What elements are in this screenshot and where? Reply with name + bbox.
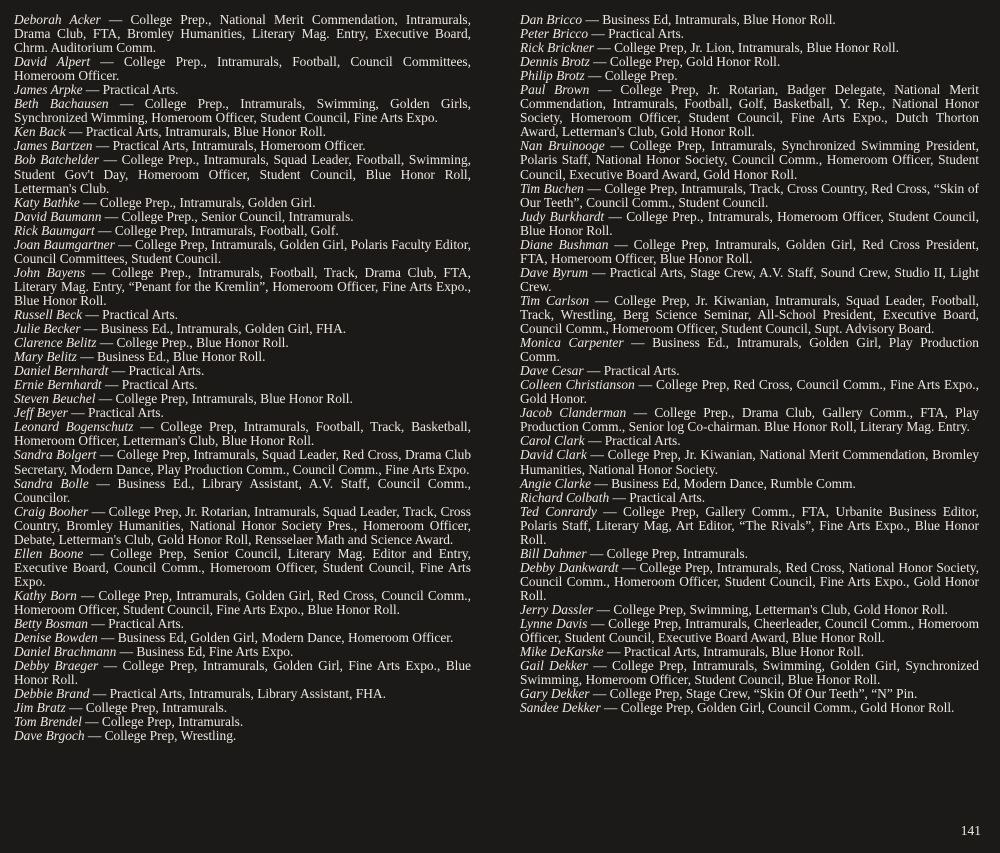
dash-separator: —: [96, 447, 117, 463]
dash-separator: —: [92, 138, 113, 154]
senior-name: Leonard Bogenschutz: [14, 419, 134, 435]
senior-entry: [14, 238, 471, 266]
dash-separator: —: [82, 82, 103, 98]
senior-name: Rick Baumgart: [14, 222, 95, 238]
senior-name: Jacob Clanderman: [520, 405, 627, 421]
left-column: [14, 13, 471, 743]
senior-name: Peter Bricco: [520, 26, 589, 42]
senior-name: Gail Dekker: [520, 658, 588, 674]
senior-activities: Practical Arts, Stage Crew, A.V. Staff, Sound Crew, Studio II, Light Crew.: [520, 264, 979, 294]
senior-activities: College Prep, Jr. Rotarian, Badger Delegate, National Merit Commendation, Intramurals, Football, Golf, Basketball, Y. Rep., National Honor Society, Homeroom Officer, Student Council, Fine Arts Expo., Dutch Thorton Award, Letterman's Club, Gold Honor Roll.: [520, 82, 979, 140]
senior-name: Nan Bruinooge: [520, 138, 605, 154]
senior-activities: College Prep, Jr. Kiwanian, Intramurals, Squad Leader, Football, Track, Wrestling, Berg Science Seminar, All-School President, Executive Board, Council Comm., Homeroom Officer, Student Council, Supt. Advisory Board.: [520, 292, 980, 337]
senior-activities: College Prep, Jr. Rotarian, Intramurals, Squad Leader, Track, Cross Country, Bromley Humanities, National Honor Society Pres., Homeroom Officer, Debate, Letterman's Club, Gold Honor Roll, Rensselaer Math and Science Award.: [14, 503, 471, 547]
senior-activities: College Prep, Jr. Kiwanian, National Merit Commendation, Bromley Humanities, National Honor Society.: [520, 447, 980, 477]
senior-name: Diane Bushman: [520, 236, 609, 252]
dash-separator: —: [114, 236, 135, 252]
senior-entry: [14, 659, 471, 687]
senior-activities: Business Ed., Intramurals, Golden Girl, Play Production Comm.: [520, 335, 979, 365]
dash-separator: —: [65, 124, 86, 140]
senior-entry: [520, 55, 979, 69]
senior-activities: College Prep, Intramurals, Cheerleader, Council Comm., Homeroom Officer, Student Council, Executive Board Award, Blue Honor Roll.: [520, 616, 979, 646]
dash-separator: —: [589, 686, 610, 702]
senior-entry: [520, 294, 979, 336]
senior-activities: College Prep, Gallery Comm., FTA, Urbanite Business Editor, Polaris Staff, Literary Mag, Art Editor, “The Rivals”, Fine Arts Expo., Blue Honor Roll.: [520, 503, 979, 547]
senior-entry: [14, 210, 471, 224]
senior-entry: [14, 97, 471, 125]
senior-entry: [520, 491, 979, 505]
senior-entry: [520, 617, 979, 645]
senior-name: Judy Burkhardt: [520, 208, 605, 224]
dash-separator: —: [79, 194, 100, 210]
senior-activities: College Prep, Intramurals, Red Cross, National Honor Society, Council Comm., Homeroom Officer, Student Council, Fine Arts Expo., Gold Honor Roll.: [520, 559, 979, 603]
senior-name: Dave Cesar: [520, 363, 584, 379]
dash-separator: —: [94, 222, 115, 238]
senior-entry: [14, 645, 471, 659]
senior-entry: [520, 434, 979, 448]
dash-separator: —: [586, 545, 607, 561]
senior-entry: [520, 448, 979, 476]
senior-activities: College Prep., Intramurals, Football, Track, Drama Club, FTA, Literary Mag. Entry, “Penant for the Kremlin”, Homeroom Officer, Fine Arts Expo., Blue Honor Roll.: [14, 264, 471, 308]
dash-separator: —: [618, 559, 640, 575]
senior-name: Tim Carlson: [520, 292, 590, 308]
senior-activities: College Prep, Intramurals, Football, Golf.: [114, 222, 339, 238]
senior-name: Sandee Dekker: [520, 700, 601, 716]
senior-activities: College Prep, Intramurals, Football, Track, Basketball, Homeroom Officer, Letterman's Club, Blue Honor Roll.: [14, 419, 471, 449]
senior-entry: [14, 266, 471, 308]
senior-name: Katy Bathke: [14, 194, 80, 210]
senior-name: Ted Conrardy: [520, 503, 597, 519]
dash-separator: —: [623, 335, 653, 351]
dash-separator: —: [600, 700, 621, 716]
dash-separator: —: [584, 68, 605, 84]
dash-separator: —: [591, 475, 612, 491]
senior-entry: [520, 603, 979, 617]
senior-activities: College Prep, Intramurals.: [606, 545, 748, 561]
senior-entry: [520, 69, 979, 83]
senior-activities: College Prep, Senior Council, Literary Mag. Editor and Entry, Executive Board, Council Comm., Homeroom Officer, Student Council, Fine Arts Expo.: [14, 545, 471, 589]
senior-name: Kathy Born: [14, 587, 77, 603]
senior-name: Ken Back: [14, 124, 66, 140]
senior-name: John Bayens: [14, 264, 86, 280]
senior-entry: [520, 687, 979, 701]
senior-name: Paul Brown: [520, 82, 590, 98]
senior-activities: Practical Arts.: [108, 616, 184, 632]
senior-name: James Arpke: [14, 82, 83, 98]
senior-entry: [14, 308, 471, 322]
senior-name: Mary Belitz: [14, 349, 77, 365]
senior-entry: [14, 617, 471, 631]
senior-activities: College Prep, Intramurals, Track, Cross Country, Red Cross, “Skin of Our Teeth”, Council Comm., Student Council.: [520, 180, 979, 210]
senior-activities: Practical Arts.: [629, 489, 706, 505]
senior-activities: Practical Arts.: [102, 82, 179, 98]
senior-entry: [520, 659, 979, 687]
dash-separator: —: [82, 306, 103, 322]
senior-activities: Practical Arts.: [604, 433, 681, 449]
senior-name: David Clark: [520, 447, 587, 463]
dash-separator: —: [108, 96, 145, 112]
senior-entry: [14, 547, 471, 589]
senior-activities: Practical Arts, Intramurals, Blue Honor Roll.: [85, 124, 327, 140]
senior-activities: Business Ed, Golden Girl, Modern Dance, Homeroom Officer.: [117, 630, 454, 646]
senior-activities: Business Ed, Fine Arts Expo.: [136, 644, 294, 660]
senior-name: Monica Carpenter: [520, 335, 624, 351]
senior-name: Colleen Christianson: [520, 377, 635, 393]
senior-name: Bob Batchelder: [14, 152, 99, 168]
senior-entry: [520, 139, 979, 181]
senior-entry: [520, 336, 979, 364]
senior-activities: Practical Arts, Intramurals, Homeroom Officer.: [112, 138, 366, 154]
senior-name: Lynne Davis: [520, 616, 588, 632]
senior-entry: [520, 182, 979, 210]
dash-separator: —: [587, 616, 609, 632]
dash-separator: —: [133, 419, 161, 435]
senior-activities: Practical Arts.: [608, 26, 684, 42]
senior-activities: Practical Arts.: [128, 363, 205, 379]
senior-activities: Business Ed., Blue Honor Roll.: [96, 349, 266, 365]
dash-separator: —: [582, 12, 603, 27]
dash-separator: —: [589, 82, 621, 98]
senior-entry: [14, 729, 471, 743]
dash-separator: —: [108, 363, 129, 379]
dash-separator: —: [76, 587, 99, 603]
dash-separator: —: [65, 700, 86, 716]
dash-separator: —: [604, 138, 630, 154]
dash-separator: —: [98, 658, 123, 674]
senior-entry: [14, 350, 471, 364]
dash-separator: —: [90, 54, 124, 70]
senior-activities: College Prep, Gold Honor Roll.: [609, 54, 781, 70]
senior-name: Bill Dahmer: [520, 545, 587, 561]
senior-entry: [14, 589, 471, 617]
dash-separator: —: [584, 433, 605, 449]
senior-entry: [520, 477, 979, 491]
dash-separator: —: [583, 363, 604, 379]
senior-entry: [14, 505, 471, 547]
senior-activities: College Prep., Intramurals, Squad Leader, Football, Swimming, Student Gov't Day, Homeroom Officer, Student Council, Blue Honor Roll, Letterman's Club.: [14, 152, 471, 196]
dash-separator: —: [89, 686, 110, 702]
senior-entry: [520, 27, 979, 41]
senior-activities: College Prep, Intramurals.: [85, 700, 228, 716]
senior-entry: [14, 196, 471, 210]
dash-separator: —: [81, 714, 102, 730]
senior-name: Sandra Bolgert: [14, 447, 97, 463]
senior-activities: College Prep.: [604, 68, 678, 84]
senior-activities: College Prep., Intramurals, Swimming, Golden Girls, Synchronized Wimming, Homeroom Officer, Student Council, Fine Arts Expo.: [14, 96, 471, 126]
senior-entry: [14, 55, 471, 83]
senior-entry: [520, 210, 979, 238]
dash-separator: —: [603, 644, 624, 660]
senior-entry: [14, 153, 471, 195]
senior-entry: [520, 266, 979, 294]
senior-activities: Practical Arts, Intramurals, Library Assistant, FHA.: [109, 686, 386, 702]
dash-separator: —: [96, 335, 117, 351]
senior-name: Mike DeKarske: [520, 644, 604, 660]
senior-name: Clarence Belitz: [14, 335, 97, 351]
dash-separator: —: [88, 475, 118, 491]
dash-separator: —: [596, 503, 624, 519]
dash-separator: —: [588, 264, 610, 280]
senior-activities: Business Ed., Intramurals, Golden Girl, FHA.: [100, 321, 347, 337]
senior-name: Tom Brendel: [14, 714, 82, 730]
senior-entry: [14, 406, 471, 420]
senior-name: Rick Brickner: [520, 40, 594, 56]
dash-separator: —: [586, 447, 608, 463]
dash-separator: —: [608, 236, 634, 252]
senior-name: Julie Becker: [14, 321, 81, 337]
senior-entry: [520, 238, 979, 266]
senior-activities: College Prep, Intramurals, Golden Girl, Red Cross President, FTA, Homeroom Officer, Blue Honor Roll.: [520, 236, 979, 266]
senior-activities: College Prep, Stage Crew, “Skin Of Our Teeth”, “N” Pin.: [609, 686, 918, 702]
dash-separator: —: [100, 12, 131, 27]
senior-activities: College Prep., Intramurals, Golden Girl.: [99, 194, 316, 210]
senior-activities: College Prep., Drama Club, Gallery Comm., FTA, Play Production Comm., Senior log Co-chairman. Blue Honor Roll, Literary Mag. Entry.: [520, 405, 979, 435]
senior-name: Russell Beck: [14, 306, 83, 322]
senior-name: Dennis Brotz: [520, 54, 590, 70]
senior-activities: Practical Arts.: [603, 363, 680, 379]
senior-entry: [520, 83, 979, 139]
senior-entry: [14, 477, 471, 505]
dash-separator: —: [80, 321, 101, 337]
dash-separator: —: [583, 180, 605, 196]
senior-entry: [14, 687, 471, 701]
dash-separator: —: [83, 545, 111, 561]
senior-name: Denise Bowden: [14, 630, 98, 646]
senior-entry: [14, 364, 471, 378]
dash-separator: —: [626, 405, 655, 421]
dash-separator: —: [101, 377, 122, 393]
dash-separator: —: [67, 405, 88, 421]
senior-name: Ellen Boone: [14, 545, 84, 561]
senior-entry: [14, 336, 471, 350]
dash-separator: —: [609, 489, 630, 505]
senior-name: Sandra Bolle: [14, 475, 89, 491]
senior-activities: College Prep, Swimming, Letterman's Club, Gold Honor Roll.: [613, 601, 948, 617]
senior-activities: Practical Arts, Intramurals, Blue Honor Roll.: [623, 644, 865, 660]
senior-activities: College Prep, Intramurals, Golden Girl, Red Cross, Council Comm., Homeroom Officer, Student Council, Fine Arts Expo., Blue Honor Roll.: [14, 587, 471, 617]
senior-activities: College Prep, Golden Girl, Council Comm., Gold Honor Roll.: [620, 700, 955, 716]
senior-name: Debbie Brand: [14, 686, 90, 702]
senior-entry: [14, 378, 471, 392]
senior-name: Richard Colbath: [520, 489, 610, 505]
senior-entry: [520, 13, 979, 27]
senior-name: James Bartzen: [14, 138, 93, 154]
senior-name: Joan Baumgartner: [14, 236, 115, 252]
senior-activities: Business Ed, Intramurals, Blue Honor Roll.: [602, 12, 836, 27]
senior-entry: [14, 701, 471, 715]
senior-name: Daniel Brachmann: [14, 644, 117, 660]
senior-entry: [14, 224, 471, 238]
senior-entry: [520, 701, 979, 715]
senior-entry: [14, 392, 471, 406]
senior-name: Gary Dekker: [520, 686, 590, 702]
dash-separator: —: [97, 630, 118, 646]
dash-separator: —: [88, 503, 109, 519]
senior-entry: [14, 420, 471, 448]
senior-name: Ernie Bernhardt: [14, 377, 102, 393]
senior-name: Jeff Beyer: [14, 405, 68, 421]
senior-activities: Practical Arts.: [88, 405, 164, 421]
senior-name: Deborah Acker: [14, 12, 101, 27]
senior-activities: College Prep, Red Cross, Council Comm., Fine Arts Expo., Gold Honor.: [520, 377, 979, 407]
senior-entry: [520, 41, 979, 55]
dash-separator: —: [101, 208, 122, 224]
senior-name: Beth Bachausen: [14, 96, 109, 112]
senior-activities: College Prep, Intramurals, Golden Girl, Fine Arts Expo., Blue Honor Roll.: [14, 658, 471, 688]
senior-activities: College Prep., Intramurals, Football, Council Committees, Homeroom Officer.: [14, 54, 471, 84]
senior-entry: [520, 406, 979, 434]
senior-entry: [14, 139, 471, 153]
senior-entry: [14, 631, 471, 645]
senior-entry: [520, 645, 979, 659]
dash-separator: —: [116, 644, 137, 660]
senior-name: Dave Byrum: [520, 264, 589, 280]
page-number: 141: [960, 823, 981, 838]
senior-activities: College Prep, Wrestling.: [104, 728, 237, 744]
senior-entry: [520, 561, 979, 603]
senior-activities: Practical Arts.: [121, 377, 198, 393]
senior-entry: [520, 505, 979, 547]
dash-separator: —: [593, 40, 615, 56]
senior-activities: College Prep., Blue Honor Roll.: [116, 335, 289, 351]
senior-name: Philip Brotz: [520, 68, 585, 84]
dash-separator: —: [593, 601, 614, 617]
senior-entry: [14, 125, 471, 139]
dash-separator: —: [588, 26, 609, 42]
dash-separator: —: [587, 658, 612, 674]
senior-entry: [14, 83, 471, 97]
senior-entry: [520, 378, 979, 406]
dash-separator: —: [589, 54, 610, 70]
senior-name: Tim Buchen: [520, 180, 584, 196]
senior-entry: [14, 715, 471, 729]
senior-activities: Practical Arts.: [102, 306, 178, 322]
senior-activities: College Prep, Intramurals, Swimming, Golden Girl, Synchronized Swimming, Homeroom Officer, Student Council, Blue Honor Roll.: [520, 658, 979, 688]
senior-activities: College Prep, Intramurals, Synchronized Swimming President, Polaris Staff, National Honor Society, Council Comm., Homeroom Officer, Student Council, Executive Board Award, Gold Honor Roll.: [520, 138, 979, 182]
dash-separator: —: [604, 208, 627, 224]
senior-name: Dave Brgoch: [14, 728, 85, 744]
senior-activities: College Prep, Intramurals.: [101, 714, 244, 730]
senior-name: Angie Clarke: [520, 475, 592, 491]
senior-name: Steven Beuchel: [14, 391, 96, 407]
senior-name: Daniel Bernhardt: [14, 363, 109, 379]
senior-name: Craig Booher: [14, 503, 89, 519]
senior-name: Debby Braeger: [14, 658, 99, 674]
senior-name: Dan Bricco: [520, 12, 583, 27]
senior-activities: Business Ed, Modern Dance, Rumble Comm.: [611, 475, 856, 491]
senior-name: Carol Clark: [520, 433, 585, 449]
senior-name: David Alpert: [14, 54, 91, 70]
senior-entry: [520, 364, 979, 378]
senior-activities: College Prep., Intramurals, Homeroom Officer, Student Council, Blue Honor Roll.: [520, 208, 979, 238]
senior-activities: College Prep., Senior Council, Intramurals.: [121, 208, 354, 224]
senior-name: Jerry Dassler: [520, 601, 594, 617]
senior-activities: College Prep, Intramurals, Blue Honor Roll.: [115, 391, 353, 407]
senior-activities: Business Ed., Library Assistant, A.V. Staff, Council Comm., Councilor.: [14, 475, 471, 505]
senior-name: Jim Bratz: [14, 700, 66, 716]
senior-entry: [14, 13, 471, 55]
dash-separator: —: [88, 616, 109, 632]
senior-entry: [520, 547, 979, 561]
senior-entry: [14, 322, 471, 336]
senior-activities: College Prep, Jr. Lion, Intramurals, Blue Honor Roll.: [614, 40, 899, 56]
senior-activities: College Prep, Intramurals, Squad Leader, Red Cross, Drama Club Secretary, Modern Dance, Play Production Comm., Council Comm., Fine Arts Expo.: [14, 447, 472, 477]
dash-separator: —: [76, 349, 97, 365]
senior-name: Debby Dankwardt: [520, 559, 619, 575]
senior-activities: College Prep., National Merit Commendation, Intramurals, Drama Club, FTA, Bromley Humanities, Literary Mag. Entry, Executive Board, Chrm. Auditorium Comm.: [14, 12, 471, 56]
right-column: [520, 13, 979, 715]
dash-separator: —: [95, 391, 116, 407]
senior-name: Betty Bosman: [14, 616, 89, 632]
dash-separator: —: [98, 152, 122, 168]
senior-entry: [14, 448, 471, 476]
dash-separator: —: [634, 377, 657, 393]
senior-activities: College Prep, Intramurals, Golden Girl, Polaris Faculty Editor, Council Committees, Student Council.: [14, 236, 472, 266]
dash-separator: —: [84, 728, 105, 744]
dash-separator: —: [85, 264, 112, 280]
dash-separator: —: [589, 292, 615, 308]
senior-name: David Baumann: [14, 208, 102, 224]
